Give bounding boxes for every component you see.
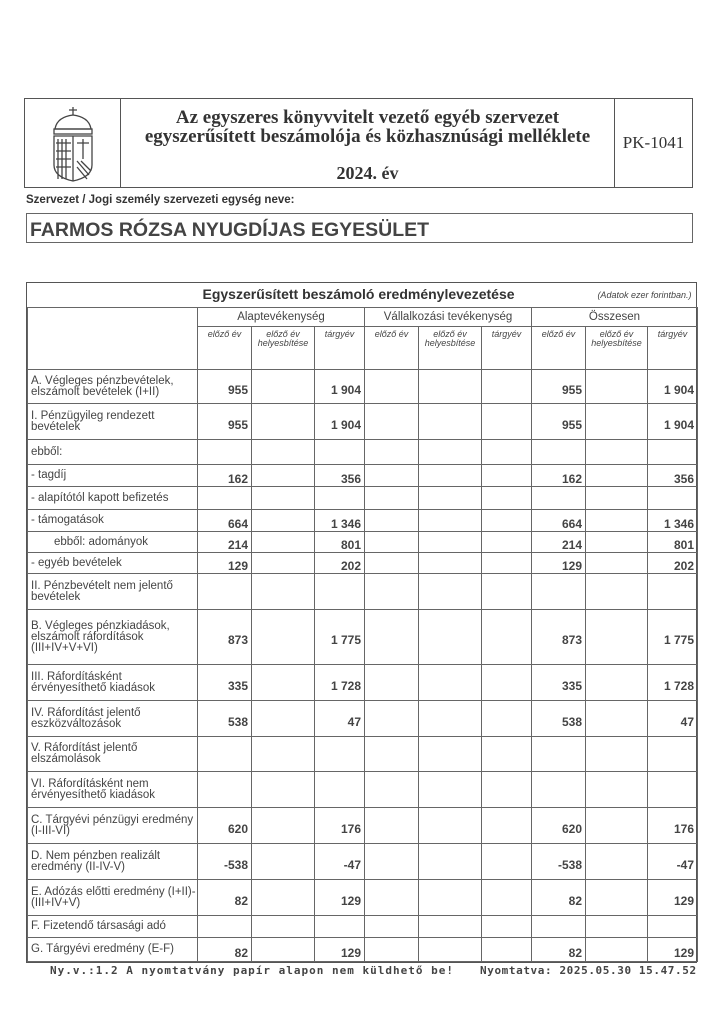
value-cell[interactable] xyxy=(482,665,532,701)
value-cell[interactable] xyxy=(586,553,648,574)
value-cell[interactable]: 335 xyxy=(532,665,586,701)
value-cell[interactable] xyxy=(252,440,315,465)
value-cell[interactable] xyxy=(419,510,482,532)
table-row xyxy=(28,808,698,844)
value-cell[interactable] xyxy=(315,574,365,610)
value-cell[interactable] xyxy=(419,701,482,737)
value-cell[interactable]: 335 xyxy=(198,665,252,701)
value-cell[interactable] xyxy=(586,938,648,962)
value-cell[interactable] xyxy=(252,737,315,772)
value-cell[interactable] xyxy=(532,772,586,808)
value-cell[interactable] xyxy=(419,916,482,938)
value-cell[interactable] xyxy=(482,772,532,808)
value-cell[interactable] xyxy=(365,938,419,962)
value-cell[interactable] xyxy=(419,370,482,404)
row-label: III. Ráfordításként érvényesíthető kiadások xyxy=(28,665,198,701)
table-row xyxy=(28,574,698,610)
table-row xyxy=(28,610,698,665)
value-cell[interactable] xyxy=(252,487,315,510)
value-cell[interactable] xyxy=(648,916,698,938)
value-cell[interactable]: 538 xyxy=(532,701,586,737)
value-cell[interactable] xyxy=(252,916,315,938)
value-cell[interactable] xyxy=(419,532,482,553)
value-cell[interactable]: 129 xyxy=(315,880,365,916)
value-cell[interactable]: 356 xyxy=(315,465,365,487)
value-cell[interactable]: 129 xyxy=(198,553,252,574)
value-cell[interactable]: 47 xyxy=(315,701,365,737)
value-cell[interactable] xyxy=(482,440,532,465)
group-header: Vállalkozási tevékenység xyxy=(365,308,532,327)
value-cell[interactable] xyxy=(482,880,532,916)
value-cell[interactable] xyxy=(419,665,482,701)
coat-of-arms-icon xyxy=(45,105,101,183)
row-label: IV. Ráfordítást jelentő eszközváltozások xyxy=(28,701,198,737)
value-cell[interactable] xyxy=(482,844,532,880)
row-label: A. Végleges pénzbevételek, elszámolt bevételek (I+II) xyxy=(28,370,198,404)
value-cell[interactable]: -538 xyxy=(198,844,252,880)
value-cell[interactable]: 1 775 xyxy=(648,610,698,665)
value-cell[interactable] xyxy=(482,701,532,737)
value-cell[interactable] xyxy=(365,808,419,844)
footer-print-timestamp: Nyomtatva: 2025.05.30 15.47.52 xyxy=(480,964,697,977)
value-cell[interactable]: 176 xyxy=(648,808,698,844)
value-cell[interactable] xyxy=(586,610,648,665)
value-cell[interactable]: 129 xyxy=(648,880,698,916)
value-cell[interactable]: 801 xyxy=(648,532,698,553)
value-cell[interactable] xyxy=(586,665,648,701)
value-cell[interactable]: 1 346 xyxy=(315,510,365,532)
value-cell[interactable] xyxy=(419,465,482,487)
row-label: V. Ráfordítást jelentő elszámolások xyxy=(28,737,198,772)
value-cell[interactable] xyxy=(252,553,315,574)
value-cell[interactable] xyxy=(419,574,482,610)
value-cell[interactable] xyxy=(365,916,419,938)
value-cell[interactable] xyxy=(419,487,482,510)
row-label: - egyéb bevételek xyxy=(28,553,198,574)
table-row xyxy=(28,772,698,808)
form-title xyxy=(121,99,614,187)
value-cell[interactable] xyxy=(532,487,586,510)
value-cell[interactable] xyxy=(365,465,419,487)
organization-label: Szervezet / Jogi személy szervezeti egység neve: xyxy=(26,194,295,206)
value-cell[interactable] xyxy=(252,880,315,916)
value-cell[interactable]: 955 xyxy=(198,370,252,404)
value-cell[interactable] xyxy=(482,938,532,962)
value-cell[interactable] xyxy=(586,574,648,610)
title-line-2: egyszerűsített beszámolója és közhasznúsági melléklete xyxy=(144,126,591,147)
value-cell[interactable]: -538 xyxy=(532,844,586,880)
value-cell[interactable] xyxy=(365,701,419,737)
value-cell[interactable] xyxy=(532,737,586,772)
value-cell[interactable]: 873 xyxy=(198,610,252,665)
value-cell[interactable] xyxy=(315,487,365,510)
table-row xyxy=(28,938,698,962)
row-label: - alapítótól kapott befizetés xyxy=(28,487,198,510)
value-cell[interactable] xyxy=(586,532,648,553)
value-cell[interactable]: 1 904 xyxy=(648,404,698,440)
value-cell[interactable]: 202 xyxy=(648,553,698,574)
value-cell[interactable]: 801 xyxy=(315,532,365,553)
value-cell[interactable] xyxy=(586,487,648,510)
value-cell[interactable] xyxy=(482,465,532,487)
group-header: Összesen xyxy=(532,308,698,327)
value-cell[interactable]: 1 904 xyxy=(315,370,365,404)
value-cell[interactable]: 47 xyxy=(648,701,698,737)
subcolumn-header: tárgyév xyxy=(315,327,365,370)
value-cell[interactable]: 82 xyxy=(198,880,252,916)
table-row xyxy=(28,487,698,510)
value-cell[interactable]: 356 xyxy=(648,465,698,487)
row-label: I. Pénzügyileg rendezett bevételek xyxy=(28,404,198,440)
value-cell[interactable]: 955 xyxy=(532,404,586,440)
value-cell[interactable] xyxy=(482,553,532,574)
crest-cell xyxy=(25,99,121,187)
value-cell[interactable]: 620 xyxy=(198,808,252,844)
value-cell[interactable] xyxy=(419,808,482,844)
value-cell[interactable] xyxy=(648,772,698,808)
value-cell[interactable]: 82 xyxy=(198,938,252,962)
table-row xyxy=(28,916,698,938)
value-cell[interactable] xyxy=(365,370,419,404)
value-cell[interactable] xyxy=(365,404,419,440)
value-cell[interactable] xyxy=(586,465,648,487)
value-cell[interactable] xyxy=(252,808,315,844)
subcolumn-header: tárgyév xyxy=(482,327,532,370)
form-code: PK-1041 xyxy=(614,99,692,187)
income-statement-table xyxy=(26,282,697,963)
subcolumn-header: előző év xyxy=(532,327,586,370)
value-cell[interactable]: 664 xyxy=(198,510,252,532)
value-cell[interactable] xyxy=(252,510,315,532)
value-cell[interactable] xyxy=(419,404,482,440)
value-cell[interactable] xyxy=(252,844,315,880)
value-cell[interactable] xyxy=(252,465,315,487)
value-cell[interactable]: 1 775 xyxy=(315,610,365,665)
value-cell[interactable] xyxy=(648,487,698,510)
value-cell[interactable]: 176 xyxy=(315,808,365,844)
footer-version-note: Ny.v.:1.2 A nyomtatvány papír alapon nem küldhető be! xyxy=(50,964,454,977)
unit-note: (Adatok ezer forintban.) xyxy=(597,290,692,300)
value-cell[interactable] xyxy=(365,440,419,465)
form-header xyxy=(24,98,693,188)
value-cell[interactable]: 129 xyxy=(532,553,586,574)
row-label: G. Tárgyévi eredmény (E-F) xyxy=(28,938,198,962)
value-cell[interactable] xyxy=(482,404,532,440)
value-cell[interactable] xyxy=(586,510,648,532)
value-cell[interactable] xyxy=(482,737,532,772)
title-line-1: Az egyszeres könyvvitelt vezető egyéb szervezet xyxy=(175,107,560,128)
value-cell[interactable] xyxy=(198,916,252,938)
row-label: F. Fizetendő társasági adó xyxy=(28,916,198,938)
value-cell[interactable] xyxy=(482,916,532,938)
value-cell[interactable] xyxy=(482,487,532,510)
value-cell[interactable] xyxy=(315,440,365,465)
value-cell[interactable] xyxy=(252,665,315,701)
table-row xyxy=(28,665,698,701)
value-cell[interactable] xyxy=(482,808,532,844)
row-label: ebből: adományok xyxy=(28,532,198,553)
value-cell[interactable]: 82 xyxy=(532,938,586,962)
value-cell[interactable] xyxy=(365,610,419,665)
value-cell[interactable] xyxy=(586,844,648,880)
value-cell[interactable] xyxy=(586,880,648,916)
value-cell[interactable]: 214 xyxy=(532,532,586,553)
value-cell[interactable] xyxy=(648,574,698,610)
value-cell[interactable] xyxy=(482,574,532,610)
value-cell[interactable]: 1 904 xyxy=(648,370,698,404)
table-row xyxy=(28,844,698,880)
value-cell[interactable] xyxy=(586,808,648,844)
value-cell[interactable] xyxy=(648,440,698,465)
value-cell[interactable]: 162 xyxy=(532,465,586,487)
subcolumn-header: előző év helyesbítése xyxy=(586,327,648,370)
row-label: D. Nem pénzben realizált eredmény (II-IV-V) xyxy=(28,844,198,880)
value-cell[interactable]: 1 728 xyxy=(648,665,698,701)
table-row xyxy=(28,880,698,916)
subcolumn-header: előző év helyesbítése xyxy=(419,327,482,370)
value-cell[interactable]: 1 904 xyxy=(315,404,365,440)
value-cell[interactable] xyxy=(365,772,419,808)
value-cell[interactable]: 129 xyxy=(315,938,365,962)
value-cell[interactable] xyxy=(419,737,482,772)
value-cell[interactable] xyxy=(365,737,419,772)
value-cell[interactable] xyxy=(198,487,252,510)
value-cell[interactable] xyxy=(315,737,365,772)
value-cell[interactable]: 664 xyxy=(532,510,586,532)
subcolumn-header: előző év helyesbítése xyxy=(252,327,315,370)
report-year: 2024. év xyxy=(336,163,399,183)
value-cell[interactable] xyxy=(252,938,315,962)
value-cell[interactable]: 1 346 xyxy=(648,510,698,532)
value-cell[interactable]: 620 xyxy=(532,808,586,844)
value-cell[interactable]: 955 xyxy=(532,370,586,404)
value-cell[interactable] xyxy=(198,440,252,465)
value-cell[interactable] xyxy=(532,440,586,465)
value-cell[interactable] xyxy=(252,701,315,737)
value-cell[interactable] xyxy=(315,772,365,808)
table-row xyxy=(28,370,698,404)
row-label: II. Pénzbevételt nem jelentő bevételek xyxy=(28,574,198,610)
value-cell[interactable]: 873 xyxy=(532,610,586,665)
value-cell[interactable]: 129 xyxy=(648,938,698,962)
row-label: B. Végleges pénzkiadások, elszámolt ráfordítások (III+IV+V+VI) xyxy=(28,610,198,665)
value-cell[interactable] xyxy=(482,610,532,665)
table-row xyxy=(28,510,698,532)
value-cell[interactable] xyxy=(532,574,586,610)
value-cell[interactable]: 538 xyxy=(198,701,252,737)
value-cell[interactable] xyxy=(365,880,419,916)
corner-cell xyxy=(28,308,198,370)
subcolumn-header: előző év xyxy=(198,327,252,370)
subcolumn-header: tárgyév xyxy=(648,327,698,370)
value-cell[interactable] xyxy=(586,404,648,440)
value-cell[interactable] xyxy=(365,574,419,610)
row-label: C. Tárgyévi pénzügyi eredmény (I-III-VI) xyxy=(28,808,198,844)
row-label: VI. Ráfordításként nem érvényesíthető kiadások xyxy=(28,772,198,808)
value-cell[interactable] xyxy=(252,610,315,665)
value-cell[interactable]: -47 xyxy=(315,844,365,880)
value-cell[interactable]: 162 xyxy=(198,465,252,487)
value-cell[interactable] xyxy=(586,916,648,938)
value-cell[interactable] xyxy=(586,440,648,465)
value-cell[interactable] xyxy=(198,772,252,808)
table-row xyxy=(28,532,698,553)
value-cell[interactable] xyxy=(252,772,315,808)
value-cell[interactable] xyxy=(419,844,482,880)
value-cell[interactable] xyxy=(365,510,419,532)
value-cell[interactable] xyxy=(586,701,648,737)
table-row xyxy=(28,553,698,574)
value-cell[interactable]: 202 xyxy=(315,553,365,574)
table-row xyxy=(28,737,698,772)
value-cell[interactable]: 955 xyxy=(198,404,252,440)
row-label: - támogatások xyxy=(28,510,198,532)
table-row xyxy=(28,440,698,465)
row-label: E. Adózás előtti eredmény (I+II)-(III+IV+V) xyxy=(28,880,198,916)
row-label: - tagdíj xyxy=(28,465,198,487)
value-cell[interactable]: -47 xyxy=(648,844,698,880)
organization-name-field: FARMOS RÓZSA NYUGDÍJAS EGYESÜLET xyxy=(26,213,693,243)
value-cell[interactable] xyxy=(419,880,482,916)
value-cell[interactable] xyxy=(586,772,648,808)
value-cell[interactable] xyxy=(419,938,482,962)
value-cell[interactable] xyxy=(482,510,532,532)
row-label: ebből: xyxy=(28,440,198,465)
value-cell[interactable] xyxy=(252,532,315,553)
value-cell[interactable] xyxy=(419,553,482,574)
table-title-cell xyxy=(28,283,698,308)
value-cell[interactable] xyxy=(252,574,315,610)
value-cell[interactable]: 1 728 xyxy=(315,665,365,701)
value-cell[interactable]: 82 xyxy=(532,880,586,916)
value-cell[interactable] xyxy=(532,916,586,938)
value-cell[interactable] xyxy=(252,370,315,404)
value-cell[interactable] xyxy=(365,487,419,510)
value-cell[interactable] xyxy=(365,532,419,553)
value-cell[interactable] xyxy=(419,610,482,665)
group-header: Alaptevékenység xyxy=(198,308,365,327)
subcolumn-header: előző év xyxy=(365,327,419,370)
value-cell[interactable] xyxy=(365,553,419,574)
value-cell[interactable] xyxy=(365,665,419,701)
value-cell[interactable] xyxy=(482,532,532,553)
value-cell[interactable] xyxy=(198,737,252,772)
value-cell[interactable] xyxy=(198,574,252,610)
value-cell[interactable] xyxy=(252,404,315,440)
table-row xyxy=(28,465,698,487)
value-cell[interactable] xyxy=(586,370,648,404)
value-cell[interactable] xyxy=(586,737,648,772)
value-cell[interactable]: 214 xyxy=(198,532,252,553)
value-cell[interactable] xyxy=(419,440,482,465)
table-title: Egyszerűsített beszámoló eredménylevezetése xyxy=(202,286,515,302)
value-cell[interactable] xyxy=(648,737,698,772)
table-row xyxy=(28,404,698,440)
value-cell[interactable] xyxy=(315,916,365,938)
value-cell[interactable] xyxy=(365,844,419,880)
value-cell[interactable] xyxy=(482,370,532,404)
value-cell[interactable] xyxy=(419,772,482,808)
table-row xyxy=(28,701,698,737)
